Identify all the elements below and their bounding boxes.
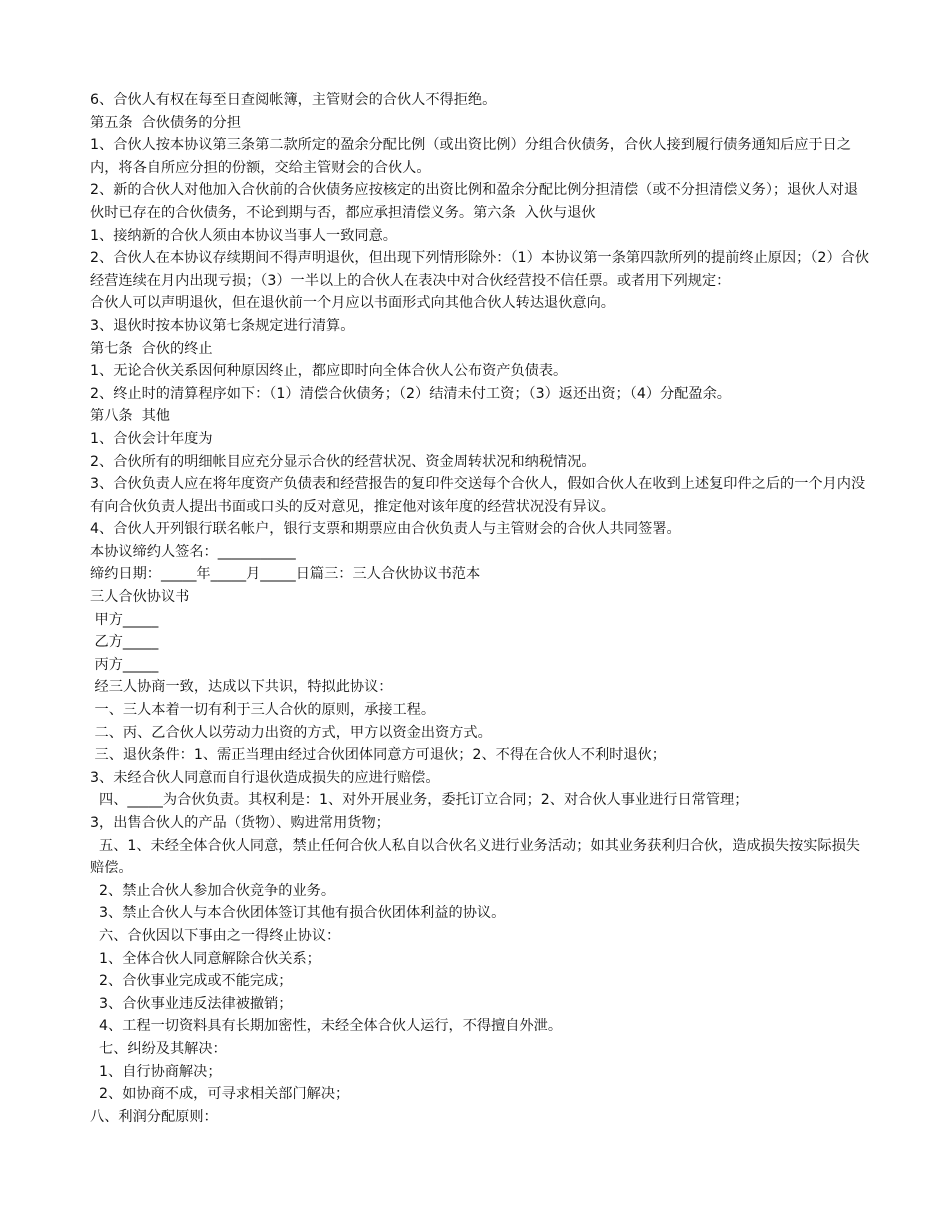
text-line: 2、终止时的清算程序如下：（1）清偿合伙债务；（2）结清未付工资；（3）返还出资；（4）分配盈余。: [90, 385, 731, 402]
text-line: 1、无论合伙关系因何种原因终止，都应即时向全体合伙人公布资产负债表。: [90, 363, 568, 380]
text-line: 八、利润分配原则：: [90, 1108, 218, 1125]
text-line: 2、新的合伙人对他加入合伙前的合伙债务应按核定的出资比例和盈余分配比例分担清偿（或不分担清偿义务）；退伙人对退伙时已存在的合伙债务，不论到期与否，都应承担清偿义务。第六条 入伙与退伙: [90, 182, 859, 221]
text-line: 1、全体合伙人同意解除合伙关系；: [90, 950, 321, 967]
text-line: 3、退伙时按本协议第七条规定进行清算。: [90, 317, 355, 334]
text-line: 3、合伙负责人应在将年度资产负债表和经营报告的复印件交送每个合伙人，假如合伙人在收到上述复印件之后的一个月内没有向合伙负责人提出书面或口头的反对意见，推定他对该年度的经营状况没有异议。: [90, 476, 866, 515]
text-line: 五、1、未经全体合伙人同意，禁止任何合伙人私自以合伙名义进行业务活动；如其业务获利归合伙，造成损失按实际损失赔偿。: [90, 837, 860, 877]
text-line: 3，出售合伙人的产品（货物）、购进常用货物；: [90, 815, 390, 831]
signature-line: 本协议缔约人签名：___________: [90, 543, 296, 560]
document-page: [90, 89, 870, 1128]
text-line: 经三人协商一致，达成以下共识，特拟此协议：: [90, 679, 393, 696]
text-line: 1、合伙会计年度为: [90, 430, 213, 447]
text-line: 七、纠纷及其解决：: [90, 1040, 227, 1057]
text-line: 2、合伙人在本协议存续期间不得声明退伙，但出现下列情形除外：（1）本协议第一条第四款所列的提前终止原因；（2）合伙经营连续在月内出现亏损；（3）一半以上的合伙人在表决中对合伙经营投不信任票。或者用下列规定：: [90, 250, 870, 289]
text-line: 2、如协商不成，可寻求相关部门解决；: [90, 1086, 350, 1103]
text-line: 1、合伙人按本协议第三条第二款所定的盈余分配比例（或出资比例）分组合伙债务，合伙人接到履行债务通知后应于日之内，将各自所应分担的份额，交给主管财会的合伙人。: [90, 137, 851, 176]
text-line: 1、自行协商解决；: [90, 1063, 222, 1080]
text-line: 合伙人可以声明退伙，但在退伙前一个月应以书面形式向其他合伙人转达退伙意向。: [90, 295, 615, 312]
party-line: 乙方_____: [90, 634, 159, 651]
date-line: 缔约日期：_____年_____月_____日篇三：三人合伙协议书范本: [90, 566, 481, 583]
text-line: 2、合伙事业完成或不能完成；: [90, 973, 293, 990]
party-line: 丙方_____: [90, 656, 159, 673]
text-line: 3、合伙事业违反法律被撤销；: [90, 995, 293, 1012]
text-line: 6、合伙人有权在每至日查阅帐簿，主管财会的合伙人不得拒绝。: [90, 92, 497, 108]
text-line: 二、丙、乙合伙人以劳动力出资的方式，甲方以资金出资方式。: [90, 724, 492, 741]
text-line: 1、接纳新的合伙人须由本协议当事人一致同意。: [90, 227, 397, 244]
text-line: 2、禁止合伙人参加合伙竞争的业务。: [90, 882, 336, 899]
section-heading: 第五条 合伙债务的分担: [90, 114, 241, 131]
text-line: 3、禁止合伙人与本合伙团体签订其他有损合伙团体利益的协议。: [90, 905, 506, 922]
section-heading: 第八条 其他: [90, 408, 170, 425]
text-line: 3、未经合伙人同意而自行退伙造成损失的应进行赔偿。: [90, 769, 440, 786]
text-line: 2、合伙所有的明细帐目应充分显示合伙的经营状况、资金周转状况和纳税情况。: [90, 453, 596, 470]
text-line: 4、工程一切资料具有长期加密性，未经全体合伙人运行，不得擅自外泄。: [90, 1018, 563, 1035]
text-line: 4、合伙人开列银行联名帐户，银行支票和期票应由合伙负责人与主管财会的合伙人共同签署。: [90, 521, 681, 538]
text-line: 四、_____为合伙负责。其权利是：1、对外开展业务，委托订立合同；2、对合伙人事业进行日常管理；: [90, 792, 749, 809]
text-line: 一、三人本着一切有利于三人合伙的原则，承接工程。: [90, 702, 436, 719]
party-line: 甲方_____: [90, 611, 159, 628]
section-heading: 第七条 合伙的终止: [90, 340, 213, 357]
text-line: 三、退伙条件：1、需正当理由经过合伙团体同意方可退伙；2、不得在合伙人不利时退伙；: [90, 747, 666, 764]
text-line: 六、合伙因以下事由之一得终止协议：: [90, 927, 341, 944]
document-title: 三人合伙协议书: [90, 589, 190, 606]
